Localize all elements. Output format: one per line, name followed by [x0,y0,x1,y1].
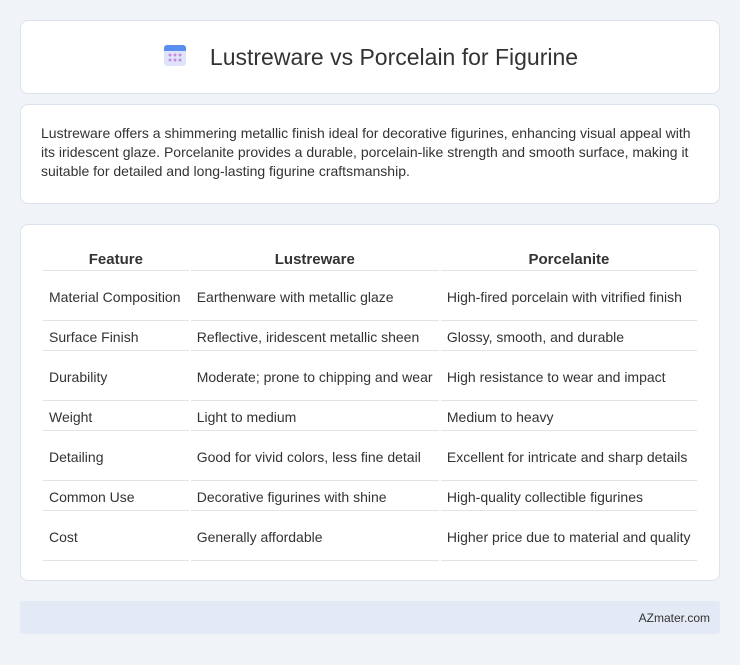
cell-feature: Common Use [43,483,189,511]
cell-feature: Weight [43,403,189,431]
cell-lustreware: Generally affordable [191,513,439,561]
title-card [20,20,720,94]
table-header-row [43,247,697,271]
cell-lustreware: Earthenware with metallic glaze [191,273,439,321]
comparison-table [41,245,699,563]
footer-bar [20,601,720,634]
cell-porcelanite: High-quality collectible figurines [441,483,697,511]
table-row [43,513,697,561]
cell-feature: Surface Finish [43,323,189,351]
comparison-card [20,224,720,581]
cell-porcelanite: Higher price due to material and quality [441,513,697,561]
table-row [43,483,697,511]
cell-lustreware: Reflective, iridescent metallic sheen [191,323,439,351]
footer-brand[interactable]: AZmater.com [638,610,710,625]
table-row [43,433,697,481]
document-table-icon [162,42,188,73]
header-feature: Feature [43,247,189,271]
cell-feature: Material Composition [43,273,189,321]
header-lustreware: Lustreware [191,247,439,271]
cell-lustreware: Light to medium [191,403,439,431]
cell-porcelanite: High resistance to wear and impact [441,353,697,401]
cell-lustreware: Good for vivid colors, less fine detail [191,433,439,481]
table-row [43,353,697,401]
cell-lustreware: Moderate; prone to chipping and wear [191,353,439,401]
cell-feature: Durability [43,353,189,401]
cell-porcelanite: Medium to heavy [441,403,697,431]
cell-feature: Detailing [43,433,189,481]
table-row [43,403,697,431]
cell-feature: Cost [43,513,189,561]
intro-card [20,104,720,204]
cell-porcelanite: Excellent for intricate and sharp details [441,433,697,481]
table-row [43,273,697,321]
cell-porcelanite: Glossy, smooth, and durable [441,323,697,351]
table-row [43,323,697,351]
cell-porcelanite: High-fired porcelain with vitrified finish [441,273,697,321]
page-title: Lustreware vs Porcelain for Figurine [209,43,579,70]
intro-text: Lustreware offers a shimmering metallic finish ideal for decorative figurines, enhancing visual appeal with its iridescent glaze. Porcelanite provides a durable, porcelain-like strength and smooth surface, making it suitable for detailed and long-lasting figurine craftsmanship. [41,125,691,179]
header-porcelanite: Porcelanite [441,247,697,271]
cell-lustreware: Decorative figurines with shine [191,483,439,511]
